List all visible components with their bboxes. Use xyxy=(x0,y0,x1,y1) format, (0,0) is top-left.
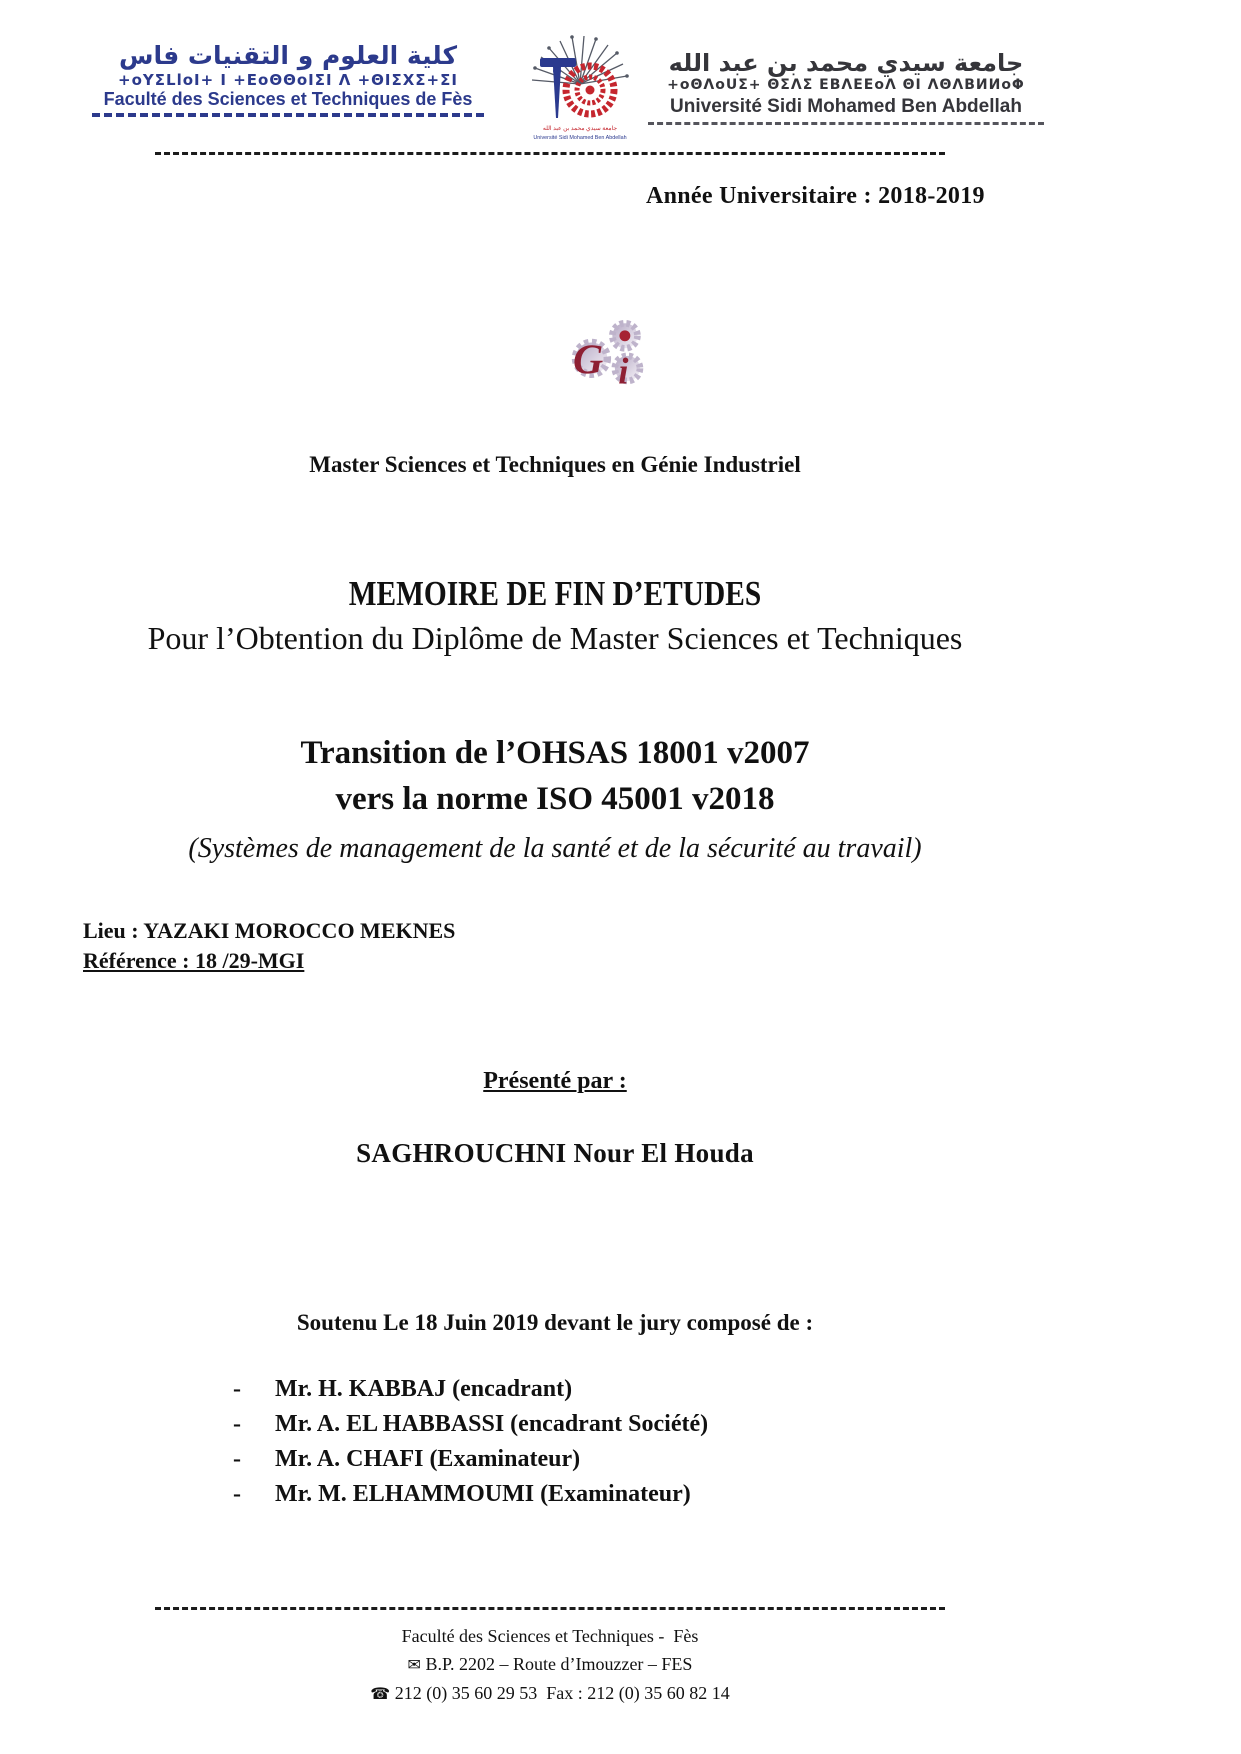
gi-letter-i: i xyxy=(618,350,629,392)
emblem-caption-french: Université Sidi Mohamed Ben Abdellah xyxy=(533,135,627,141)
reference-line: Référence : 18 /29-MGI xyxy=(83,948,305,973)
university-emblem-logo xyxy=(520,22,640,144)
university-emblem-icon xyxy=(520,22,640,144)
faculty-tifinagh-text: +oYΣLloI+ I +EoΘΘoIΣI Λ +ΘIΣXΣ+ΣI xyxy=(118,70,458,89)
university-tifinagh-text: +oΘΛoUΣ+ ΘΣΛΣ EBΛEEoΛ ΘI ΛΘΛBИИoΦ xyxy=(667,77,1025,94)
presented-by-label: Présenté par : xyxy=(483,1068,627,1094)
memoire-subtitle: Pour l’Obtention du Diplôme de Master Sciences et Techniques xyxy=(147,620,963,656)
jury-member xyxy=(233,1442,708,1477)
university-name: Université Sidi Mohamed Ben Abdellah xyxy=(670,96,1022,118)
thesis-title-line1: Transition de l’OHSAS 18001 v2007 xyxy=(300,735,810,771)
gi-letter-g: G xyxy=(573,337,604,384)
jury-member xyxy=(233,1407,708,1442)
top-separator xyxy=(155,152,945,155)
footer-phone-line xyxy=(155,1679,945,1708)
jury-member-name: Mr. M. ELHAMMOUMI (Examinateur) xyxy=(275,1481,691,1507)
jury-intro: Soutenu Le 18 Juin 2019 devant le jury composé de : xyxy=(296,1310,814,1335)
footer-separator xyxy=(155,1607,945,1610)
jury-member-name: Mr. A. CHAFI (Examinateur) xyxy=(275,1446,581,1472)
footer-faculty-line: Faculté des Sciences et Techniques - Fès xyxy=(401,1626,699,1646)
footer-phone-text: 212 (0) 35 60 29 53 Fax : 212 (0) 35 60 82 14 xyxy=(394,1683,730,1703)
faculty-dashed-rule xyxy=(92,113,484,117)
thesis-title-line2: vers la norme ISO 45001 v2018 xyxy=(335,781,775,817)
jury-member xyxy=(233,1477,708,1512)
bullet-dash: - xyxy=(233,1446,241,1472)
phone-icon: ☎ xyxy=(370,1684,391,1703)
jury-member-name: Mr. A. EL HABBASSI (encadrant Société) xyxy=(275,1411,709,1437)
memoire-title: MEMOIRE DE FIN D’ETUDES xyxy=(348,574,762,613)
location-line: Lieu : YAZAKI MOROCCO MEKNES xyxy=(83,918,456,943)
emblem-caption-arabic: جامعة سيدي محمد بن عبد الله xyxy=(542,126,618,132)
bullet-dash: - xyxy=(233,1411,241,1437)
jury-member xyxy=(233,1372,708,1407)
bullet-dash: - xyxy=(233,1376,241,1402)
university-arabic-text: جامعة سيدي محمد بن عبد الله xyxy=(668,49,1024,77)
academic-year: Année Universitaire : 2018-2019 xyxy=(646,183,985,209)
footer-contact-block xyxy=(155,1622,945,1708)
program-title: Master Sciences et Techniques en Génie Industriel xyxy=(309,452,801,477)
jury-list xyxy=(233,1372,708,1512)
genie-industriel-logo xyxy=(563,313,655,397)
bullet-dash: - xyxy=(233,1481,241,1507)
mail-icon: ✉ xyxy=(407,1655,421,1674)
faculty-name: Faculté des Sciences et Techniques de Fès xyxy=(103,88,473,109)
faculty-arabic-text: كلية العلوم و التقنيات فاس xyxy=(118,41,458,70)
thesis-subtitle: (Systèmes de management de la santé et de la sécurité au travail) xyxy=(188,833,922,864)
jury-member-name: Mr. H. KABBAJ (encadrant) xyxy=(275,1376,573,1402)
university-dashed-rule xyxy=(648,122,1044,125)
university-header-block xyxy=(648,50,1044,125)
footer-address-line xyxy=(155,1650,945,1679)
footer-address-text: B.P. 2202 – Route d’Imouzzer – FES xyxy=(425,1654,693,1674)
faculty-header-block xyxy=(92,42,484,117)
gears-icon xyxy=(563,313,655,397)
author-name: SAGHROUCHNI Nour El Houda xyxy=(356,1138,754,1168)
